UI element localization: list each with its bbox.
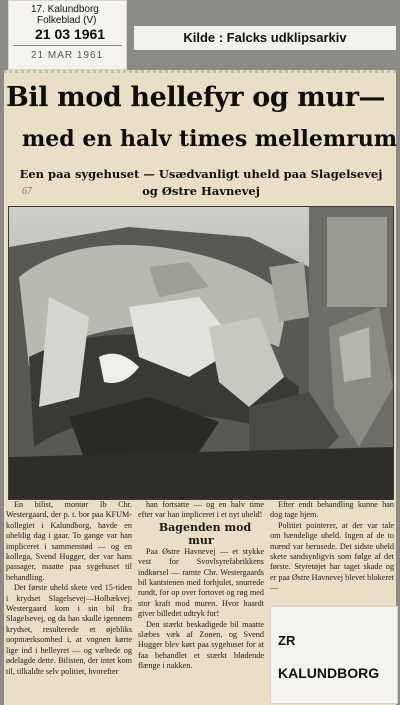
article-column-3 bbox=[270, 500, 394, 596]
section-heading: Bagenden mod mur bbox=[158, 520, 252, 547]
paragraph: han fortsatte — og en halv time efter var han impliceret i et nyt uheld! bbox=[138, 500, 264, 520]
paragraph: Den stærkt beskadigede bil maatte slæbes væk af Zonen, og Svend Hugger blev kørt paa sygehuset for at faa behandlet et stærkt blødende flænge i nakken. bbox=[138, 619, 264, 671]
archive-date-stamp: 21 MAR 1961 bbox=[31, 50, 104, 61]
archive-label-card bbox=[8, 0, 127, 70]
archive-label-date: 21 03 1961 bbox=[35, 26, 106, 42]
paragraph: Efter endt behandling kunne han dog tage hjem. bbox=[270, 500, 394, 520]
article-column-1 bbox=[6, 500, 132, 700]
zr-label-card bbox=[270, 606, 398, 704]
subhead-line1: Een paa sygehuset — Usædvanligt uheld paa Slagelsevej bbox=[19, 167, 383, 181]
handwritten-note: 67 bbox=[22, 186, 32, 197]
paragraph: En bilist, montør Ib Chr. Westergaard, der p. t. bor paa KFUM-kollegiet i Kalundborg, havde en uheldig dag i gaar. To gange var han impliceret i sammenstød — og en kollega, Svend Hugger, der var hans passager, maatte paa sygehuset til behandling. bbox=[6, 500, 132, 582]
paragraph: Politiet pointerer, at der var tale om hændelige uheld. Ingen af de to mænd var berusede. Det sidste uheld skete sandsynligvis som følge af det første. Styretøjet har taget skade og er paa Østre Havnevej blevet blokeret — bbox=[270, 520, 394, 593]
headline-line1: Bil mod hellefyr og mur— bbox=[6, 82, 386, 113]
source-label: Kilde : Falcks udklipsarkiv bbox=[134, 26, 396, 50]
subhead-line2: og Østre Havnevej bbox=[142, 184, 260, 198]
subheadline bbox=[12, 166, 390, 200]
paragraph: Det første uheld skete ved 15-tiden i krydset Slagelsevej—Holbækvej. Westergaard kom i sin bil fra Slagelsevej, og da han skulle igennem krydset, resulterede et øjebliks uopmærksomhed i, at vognen kørte lige ind i helleyret — og væltede og ødelagde dette. Bilisten, der intet kom til, tilkaldte selv politiet, hvorefter bbox=[6, 583, 132, 676]
paragraph: Paa Østre Havnevej — et stykke vest for Svovlsyrefabrikkens indkørsel — ramte Chr. Westergaards bil kantstenen med forhjulet, snurrede rundt, for op over fortovet og røg med stor kraft mod muren. Hvor haardt giver billedet udtryk for! bbox=[138, 546, 264, 619]
archive-label-line1: 17. Kalundborg bbox=[31, 4, 99, 15]
article-column-2 bbox=[138, 500, 264, 700]
headline-line2: med en halv times mellemrum bbox=[22, 126, 397, 152]
archive-label-divider bbox=[13, 45, 122, 46]
crash-photo-image bbox=[9, 207, 393, 499]
crash-photo bbox=[8, 206, 394, 500]
zr-code: ZR bbox=[278, 633, 296, 648]
archive-label-line2: Folkeblad (V) bbox=[37, 15, 97, 26]
zr-town: KALUNDBORG bbox=[278, 665, 380, 681]
